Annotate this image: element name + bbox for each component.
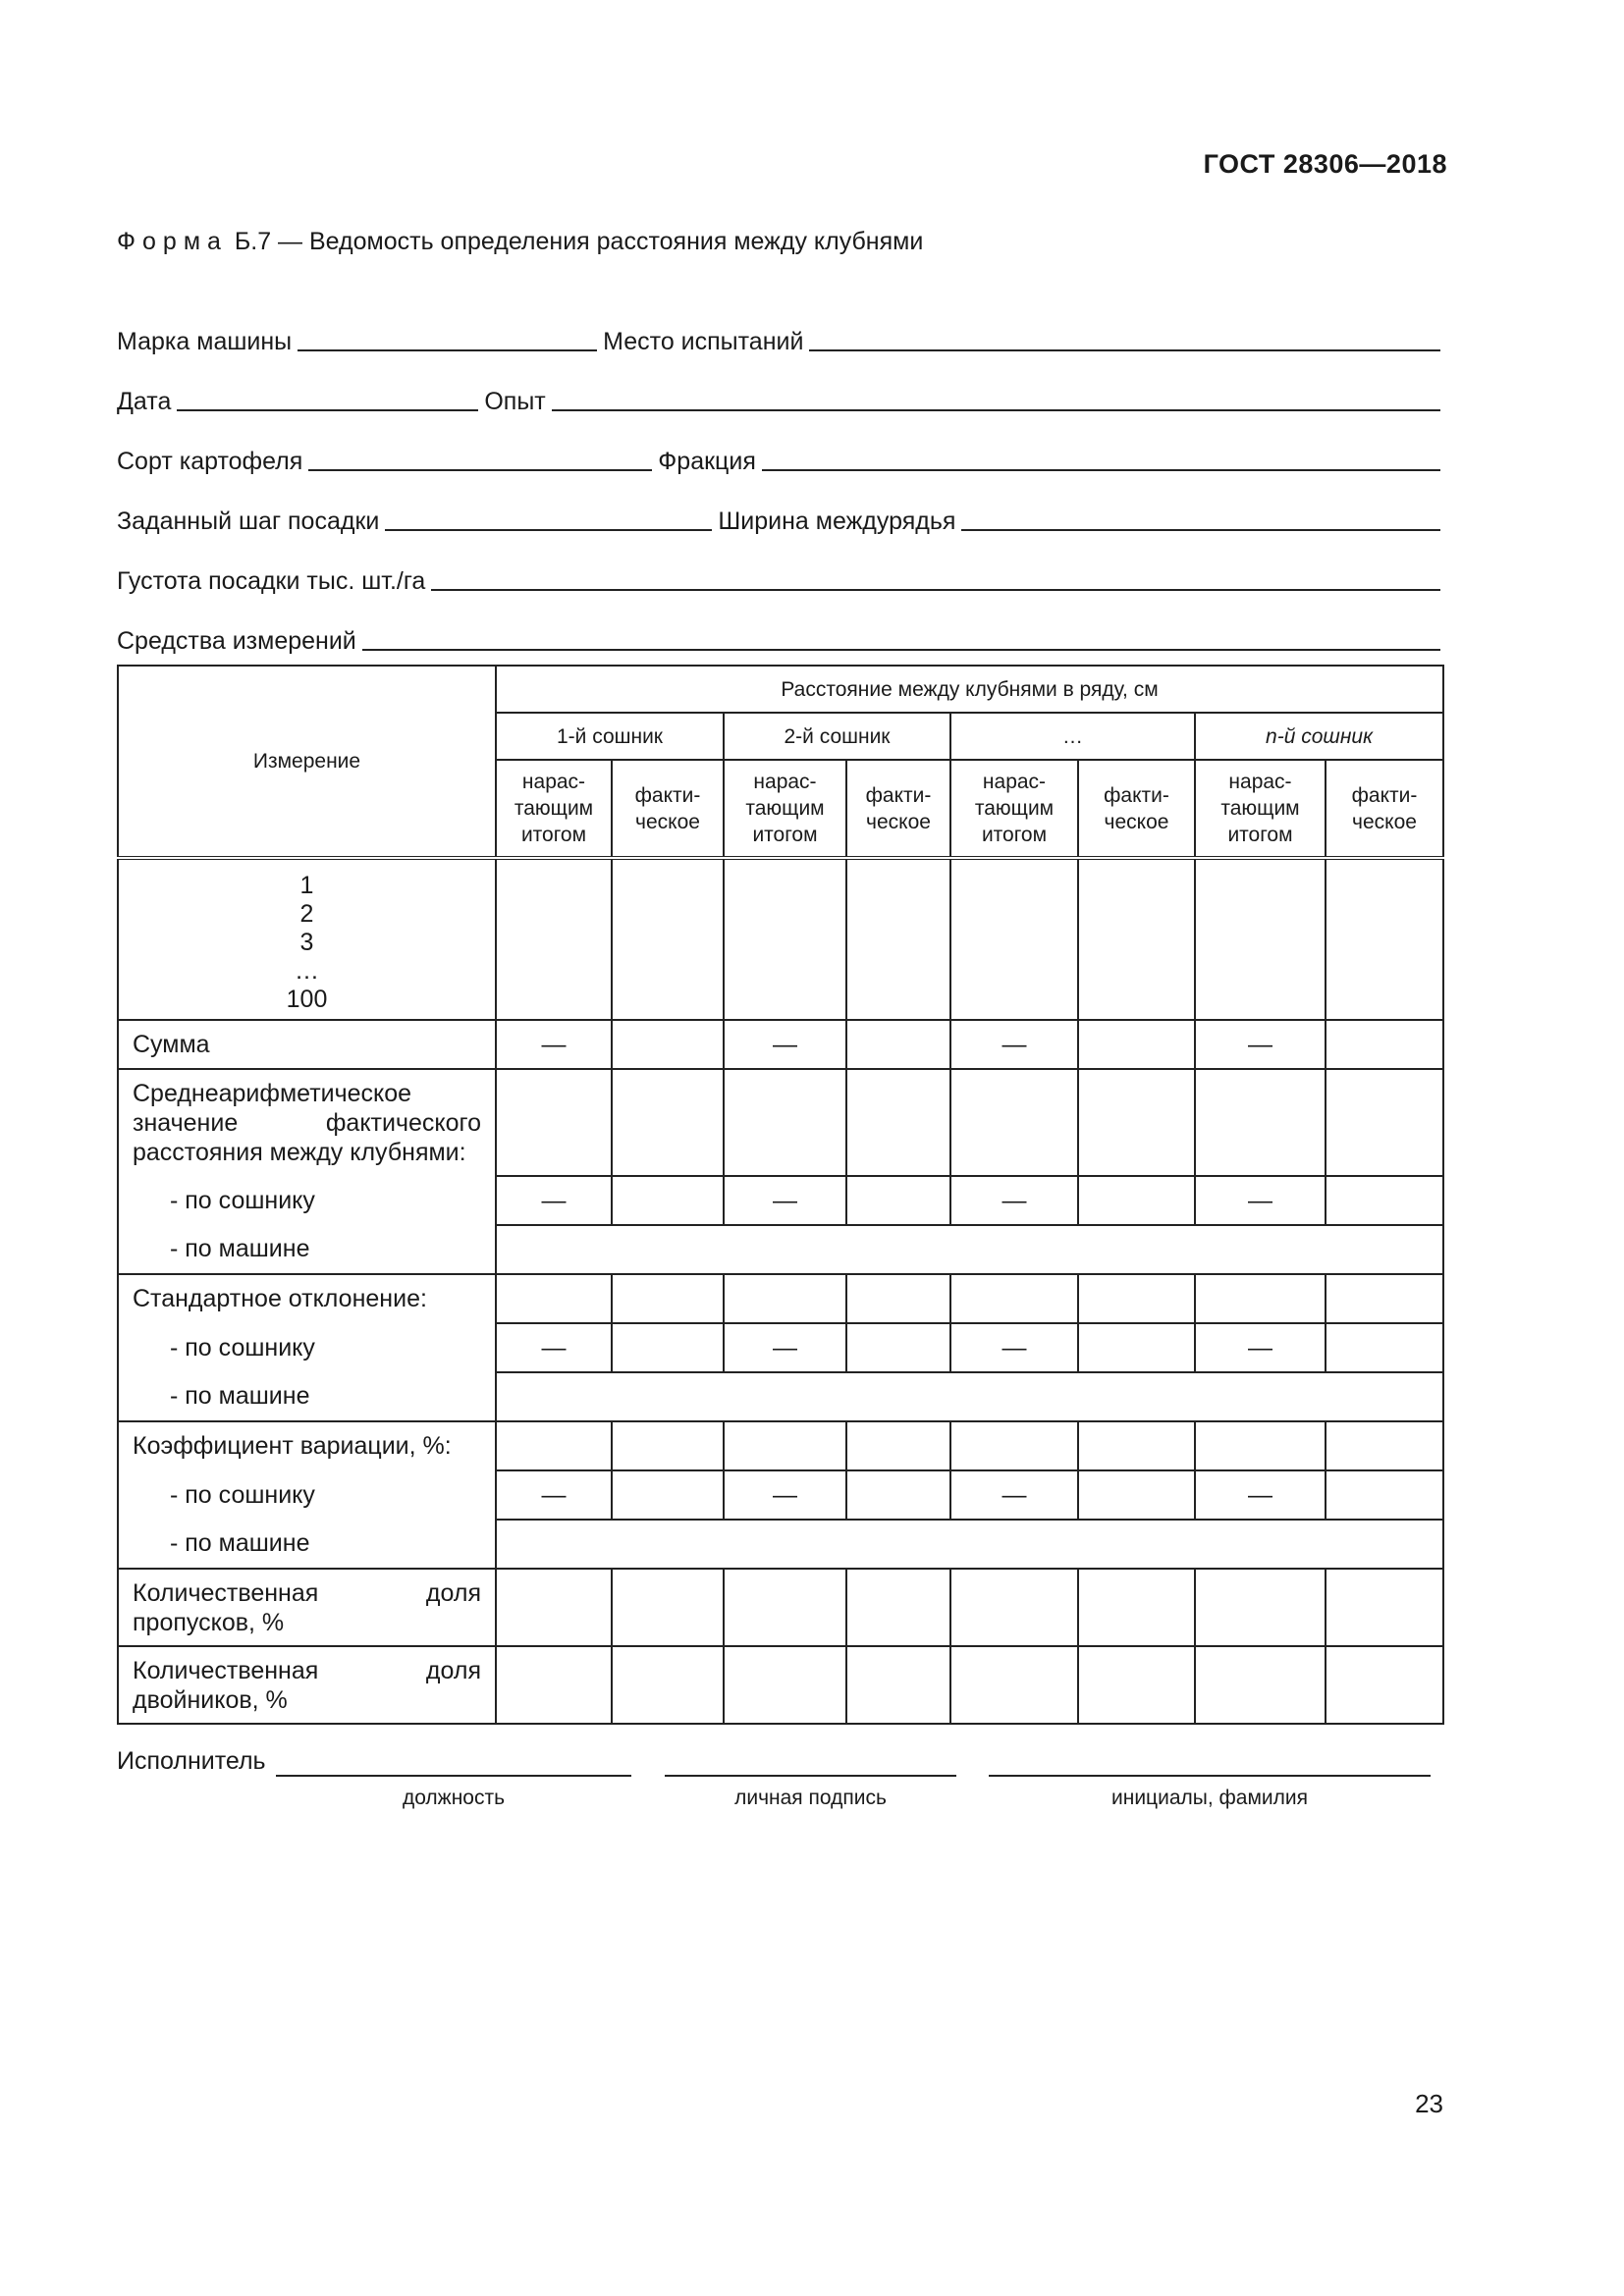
field-row-density (117, 536, 1440, 596)
table-cell[interactable] (612, 1470, 724, 1520)
field-row-variety (117, 416, 1440, 476)
dash-cell: — (496, 1323, 612, 1372)
table-cell[interactable] (1195, 1646, 1326, 1724)
table-cell[interactable] (724, 858, 846, 1020)
dash-cell: — (724, 1323, 846, 1372)
table-cell[interactable] (1326, 858, 1443, 1020)
dash-cell: — (496, 1020, 612, 1069)
standard-number: ГОСТ 28306—2018 (1203, 149, 1447, 179)
std-per-machine-label: - по машине (118, 1372, 496, 1421)
table-cell[interactable] (1326, 1274, 1443, 1323)
doubles-label: Количественная доля двойников, % (118, 1646, 496, 1724)
opener-n-header: n-й сошник (1195, 713, 1443, 760)
table-row-doubles (118, 1646, 1443, 1724)
instruments-label: Средства измерений (117, 627, 356, 655)
field-row-step (117, 476, 1440, 536)
table-cell[interactable] (1326, 1569, 1443, 1646)
mean-per-machine-label: - по машине (118, 1225, 496, 1274)
table-cell[interactable] (612, 1646, 724, 1724)
opener-1-actual: факти- ческое (612, 760, 724, 858)
field-row-machine (117, 296, 1440, 356)
planting-density-line[interactable] (431, 565, 1440, 591)
table-cell[interactable] (1326, 1069, 1443, 1176)
dash-cell: — (950, 1176, 1078, 1225)
machine-brand-label: Марка машины (117, 328, 293, 355)
distance-group-header: Расстояние между клубнями в ряду, см (496, 666, 1443, 713)
table-cell[interactable] (1078, 1176, 1195, 1225)
potato-variety-label: Сорт картофеля (117, 448, 303, 475)
measure-number-100: 100 (286, 985, 328, 1013)
table-cell[interactable] (1195, 1069, 1326, 1176)
table-cell[interactable] (846, 1069, 950, 1176)
opener-2-actual: факти- ческое (846, 760, 950, 858)
experiment-label: Опыт (484, 388, 546, 415)
cv-per-opener-label: - по сошнику (118, 1470, 496, 1520)
opener-1-header: 1-й сошник (496, 713, 724, 760)
table-cell[interactable] (1195, 858, 1326, 1020)
table-cell[interactable] (950, 1421, 1078, 1470)
measurement-table (117, 665, 1444, 1725)
measure-number-1: 1 (299, 871, 314, 899)
table-row-mean-opener (118, 1176, 1443, 1225)
test-site-label: Место испытаний (603, 328, 804, 355)
table-cell[interactable] (1078, 1274, 1195, 1323)
table-row-mean (118, 1069, 1443, 1176)
std-dev-label: Стандартное отклонение: (118, 1274, 496, 1323)
opener-1-cumulative: нарас- тающим итогом (496, 760, 612, 858)
dash-cell: — (1195, 1470, 1326, 1520)
table-row-cv-opener (118, 1470, 1443, 1520)
table-cell[interactable] (950, 1274, 1078, 1323)
table-cell[interactable] (1078, 1020, 1195, 1069)
table-cell[interactable] (612, 1176, 724, 1225)
table-cell[interactable] (612, 1274, 724, 1323)
table-cell[interactable] (1078, 1069, 1195, 1176)
opener-ellipsis-cumulative: нарас- тающим итогом (950, 760, 1078, 858)
opener-2-header: 2-й сошник (724, 713, 950, 760)
table-cell[interactable] (950, 1569, 1078, 1646)
table-cell[interactable] (950, 1069, 1078, 1176)
planting-density-label: Густота посадки тыс. шт./га (117, 567, 426, 595)
table-row-sum (118, 1020, 1443, 1069)
form-caption-prefix: Форма (117, 228, 228, 255)
page-number: 23 (1415, 2089, 1443, 2118)
table-cell[interactable] (846, 1323, 950, 1372)
signature-line[interactable] (665, 1775, 956, 1777)
potato-variety-line[interactable] (308, 446, 652, 471)
table-row-numbers (118, 858, 1443, 1020)
position-caption: должность (402, 1787, 506, 1809)
table-row-cv (118, 1421, 1443, 1470)
skips-label: Количественная доля пропусков, % (118, 1569, 496, 1646)
measure-number-2: 2 (299, 899, 314, 928)
table-cell[interactable] (1078, 1323, 1195, 1372)
table-row-std-opener (118, 1323, 1443, 1372)
table-cell[interactable] (1195, 1274, 1326, 1323)
table-cell[interactable] (496, 858, 612, 1020)
table-cell[interactable] (496, 1069, 612, 1176)
instruments-line[interactable] (362, 625, 1440, 651)
table-cell[interactable] (612, 858, 724, 1020)
std-per-opener-label: - по сошнику (118, 1323, 496, 1372)
planting-step-line[interactable] (385, 506, 712, 531)
form-caption (117, 228, 923, 256)
date-line[interactable] (177, 386, 478, 411)
sum-label: Сумма (118, 1020, 496, 1069)
table-row-skips (118, 1569, 1443, 1646)
measurement-numbers (118, 858, 496, 1020)
table-cell[interactable] (1326, 1421, 1443, 1470)
cv-per-machine-label: - по машине (118, 1520, 496, 1569)
position-line[interactable] (276, 1775, 631, 1777)
table-cell[interactable] (846, 1176, 950, 1225)
table-cell[interactable] (612, 1020, 724, 1069)
table-cell[interactable] (1326, 1323, 1443, 1372)
machine-brand-line[interactable] (298, 326, 597, 351)
table-cell[interactable] (846, 1569, 950, 1646)
field-row-instruments (117, 596, 1440, 656)
table-cell[interactable] (1078, 1421, 1195, 1470)
dash-cell: — (950, 1323, 1078, 1372)
table-cell[interactable] (1326, 1020, 1443, 1069)
table-cell[interactable] (846, 1646, 950, 1724)
table-row-cv-machine (118, 1520, 1443, 1569)
machine-value-cell[interactable] (496, 1520, 1443, 1569)
dash-cell: — (496, 1176, 612, 1225)
dash-cell: — (1195, 1323, 1326, 1372)
table-cell[interactable] (846, 1470, 950, 1520)
table-cell[interactable] (846, 1421, 950, 1470)
table-cell[interactable] (724, 1569, 846, 1646)
opener-n-actual: факти- ческое (1326, 760, 1443, 858)
signature-block (117, 1747, 1442, 1826)
name-line[interactable] (989, 1775, 1431, 1777)
machine-value-cell[interactable] (496, 1225, 1443, 1274)
machine-value-cell[interactable] (496, 1372, 1443, 1421)
table-cell[interactable] (846, 1274, 950, 1323)
signature-caption: личная подпись (734, 1787, 887, 1809)
fraction-label: Фракция (658, 448, 756, 475)
test-site-line[interactable] (809, 326, 1440, 351)
executor-label: Исполнитель (117, 1747, 266, 1775)
table-cell[interactable] (496, 1569, 612, 1646)
table-cell[interactable] (612, 1069, 724, 1176)
table-cell[interactable] (496, 1421, 612, 1470)
row-spacing-label: Ширина междурядья (718, 507, 956, 535)
table-cell[interactable] (612, 1323, 724, 1372)
opener-ellipsis-header: … (950, 713, 1195, 760)
table-cell[interactable] (724, 1646, 846, 1724)
table-cell[interactable] (612, 1421, 724, 1470)
opener-ellipsis-actual: факти- ческое (1078, 760, 1195, 858)
table-cell[interactable] (1326, 1470, 1443, 1520)
dash-cell: — (950, 1020, 1078, 1069)
row-spacing-line[interactable] (961, 506, 1440, 531)
dash-cell: — (724, 1176, 846, 1225)
table-cell[interactable] (1078, 858, 1195, 1020)
planting-step-label: Заданный шаг посадки (117, 507, 380, 535)
dash-cell: — (1195, 1020, 1326, 1069)
table-cell[interactable] (1078, 1646, 1195, 1724)
cv-label: Коэффициент вариации, %: (118, 1421, 496, 1470)
table-cell[interactable] (1195, 1421, 1326, 1470)
table-cell[interactable] (950, 858, 1078, 1020)
table-cell[interactable] (1326, 1176, 1443, 1225)
table-row-mean-machine (118, 1225, 1443, 1274)
dash-cell: — (724, 1020, 846, 1069)
table-cell[interactable] (496, 1274, 612, 1323)
table-cell[interactable] (1078, 1470, 1195, 1520)
table-cell[interactable] (1195, 1569, 1326, 1646)
header-row-1 (118, 666, 1443, 713)
table-row-std (118, 1274, 1443, 1323)
name-caption: инициалы, фамилия (1111, 1787, 1308, 1809)
field-row-date (117, 356, 1440, 416)
opener-2-cumulative: нарас- тающим итогом (724, 760, 846, 858)
experiment-line[interactable] (552, 386, 1440, 411)
table-cell[interactable] (612, 1569, 724, 1646)
dash-cell: — (724, 1470, 846, 1520)
dash-cell: — (496, 1470, 612, 1520)
mean-label: Среднеарифметическое значение фактического расстояния между клубнями: (118, 1069, 496, 1176)
measure-number-3: 3 (299, 928, 314, 956)
form-caption-title: Б.7 — Ведомость определения расстояния между клубнями (234, 228, 924, 255)
table-cell[interactable] (1326, 1646, 1443, 1724)
opener-n-cumulative: нарас- тающим итогом (1195, 760, 1326, 858)
form-fields (117, 296, 1440, 656)
table-cell[interactable] (724, 1069, 846, 1176)
table-cell[interactable] (496, 1646, 612, 1724)
table-cell[interactable] (950, 1646, 1078, 1724)
measure-number-ellipsis: … (295, 956, 319, 985)
dash-cell: — (950, 1470, 1078, 1520)
table-cell[interactable] (846, 858, 950, 1020)
dash-cell: — (1195, 1176, 1326, 1225)
table-cell[interactable] (846, 1020, 950, 1069)
table-cell[interactable] (1078, 1569, 1195, 1646)
table-cell[interactable] (724, 1274, 846, 1323)
fraction-line[interactable] (762, 446, 1440, 471)
mean-per-opener-label: - по сошнику (118, 1176, 496, 1225)
table-cell[interactable] (724, 1421, 846, 1470)
measure-header: Измерение (118, 666, 496, 858)
date-label: Дата (117, 388, 172, 415)
table-row-std-machine (118, 1372, 1443, 1421)
